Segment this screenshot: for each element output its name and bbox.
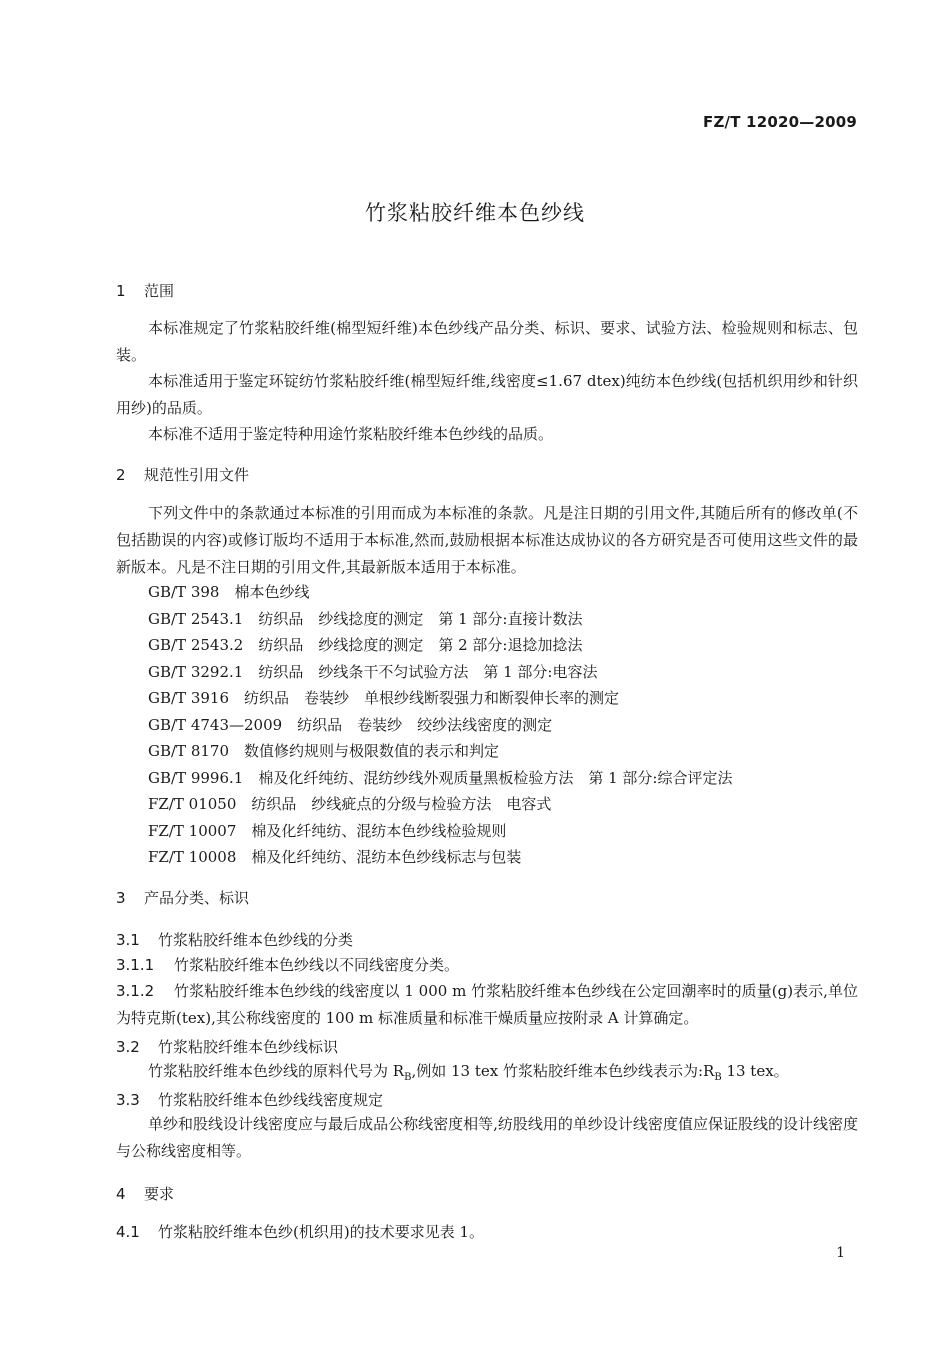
reference-item: GB/T 9996.1 棉及化纤纯纺、混纺纱线外观质量黑板检验方法 第 1 部分:综合评定法 <box>148 769 733 787</box>
section-title: 规范性引用文件 <box>144 466 250 484</box>
section-2-heading <box>116 464 249 485</box>
section-number: 3 <box>116 889 126 907</box>
clause-3-1-2 <box>116 978 858 1032</box>
subscript: B <box>404 1072 412 1083</box>
section-title: 范围 <box>144 282 175 300</box>
clause-number: 3.1.1 <box>116 956 155 974</box>
subsection-3-3-heading <box>116 1089 383 1110</box>
reference-item: GB/T 4743—2009 纺织品 卷装纱 绞纱法线密度的测定 <box>148 716 553 734</box>
reference-item: GB/T 3916 纺织品 卷装纱 单根纱线断裂强力和断裂伸长率的测定 <box>148 689 620 707</box>
section-number: 2 <box>116 466 126 484</box>
subscript: B <box>714 1072 722 1083</box>
text-part: 13 tex。 <box>721 1062 789 1080</box>
section-number: 1 <box>116 282 126 300</box>
page-title: 竹浆粘胶纤维本色纱线 <box>365 201 585 225</box>
section-1-paragraph-2: 本标准适用于鉴定环锭纺竹浆粘胶纤维(棉型短纤维,线密度≤1.67 dtex)纯纺本色纱线(包括机织用纱和针织用纱)的品质。 <box>116 372 858 417</box>
section-2-paragraph-1: 下列文件中的条款通过本标准的引用而成为本标准的条款。凡是注日期的引用文件,其随后所有的修改单(不包括勘误的内容)或修订版均不适用于本标准,然而,鼓励根据本标准达成协议的各方研究是否可使用这些文件的最新版本。凡是不注日期的引用文件,其最新版本适用于本标准。 <box>116 504 858 576</box>
standard-code: FZ/T 12020—2009 <box>703 113 857 131</box>
section-4-heading <box>116 1183 174 1204</box>
clause-number: 4.1 <box>116 1223 140 1241</box>
section-number: 4 <box>116 1185 126 1203</box>
section-1-heading <box>116 280 174 301</box>
reference-item: GB/T 3292.1 纺织品 纱线条干不匀试验方法 第 1 部分:电容法 <box>148 663 598 681</box>
reference-item: GB/T 2543.2 纺织品 纱线捻度的测定 第 2 部分:退捻加捻法 <box>148 636 583 654</box>
clause-text: 竹浆粘胶纤维本色纱线以不同线密度分类。 <box>174 956 460 974</box>
text-part: 竹浆粘胶纤维本色纱线的原料代号为 R <box>148 1062 405 1080</box>
reference-item: FZ/T 10007 棉及化纤纯纺、混纺本色纱线检验规则 <box>148 822 507 840</box>
clause-3-1-1 <box>116 952 858 979</box>
section-1-paragraph-3: 本标准不适用于鉴定特种用途竹浆粘胶纤维本色纱线的品质。 <box>148 425 554 443</box>
reference-item: GB/T 398 棉本色纱线 <box>148 583 310 601</box>
clause-text: 竹浆粘胶纤维本色纱(机织用)的技术要求见表 1。 <box>158 1223 485 1241</box>
subsection-3-2-paragraph <box>116 1058 858 1091</box>
reference-item: GB/T 8170 数值修约规则与极限数值的表示和判定 <box>148 742 500 760</box>
section-1-paragraph-1: 本标准规定了竹浆粘胶纤维(棉型短纤维)本色纱线产品分类、标识、要求、试验方法、检验规则和标志、包装。 <box>116 319 858 364</box>
clause-number: 3.1.2 <box>116 982 155 1000</box>
text-part: ,例如 13 tex 竹浆粘胶纤维本色纱线表示为:R <box>411 1062 715 1080</box>
clause-text: 竹浆粘胶纤维本色纱线的线密度以 1 000 m 竹浆粘胶纤维本色纱线在公定回潮率时的质量(g)表示,单位为特克斯(tex),其公称线密度的 100 m 标准质量和标准干燥质量应按附录 A 计算确定。 <box>116 982 858 1027</box>
subsection-title: 竹浆粘胶纤维本色纱线线密度规定 <box>158 1091 384 1109</box>
section-title: 产品分类、标识 <box>144 889 250 907</box>
subsection-title: 竹浆粘胶纤维本色纱线标识 <box>158 1038 339 1056</box>
subsection-number: 3.2 <box>116 1038 140 1056</box>
subsection-3-1-heading <box>116 929 353 950</box>
reference-item: GB/T 2543.1 纺织品 纱线捻度的测定 第 1 部分:直接计数法 <box>148 610 583 628</box>
subsection-3-3-paragraph: 单纱和股线设计线密度应与最后成品公称线密度相等,纺股线用的单纱设计线密度值应保证股线的设计线密度与公称线密度相等。 <box>116 1115 858 1160</box>
subsection-title: 竹浆粘胶纤维本色纱线的分类 <box>158 931 354 949</box>
reference-item: FZ/T 01050 纺织品 纱线疵点的分级与检验方法 电容式 <box>148 795 552 813</box>
page-number: 1 <box>836 1245 845 1261</box>
clause-4-1 <box>116 1219 858 1246</box>
reference-item: FZ/T 10008 棉及化纤纯纺、混纺本色纱线标志与包装 <box>148 848 522 866</box>
section-3-heading <box>116 887 249 908</box>
subsection-number: 3.1 <box>116 931 140 949</box>
subsection-number: 3.3 <box>116 1091 140 1109</box>
subsection-3-2-heading <box>116 1036 338 1057</box>
section-title: 要求 <box>144 1185 175 1203</box>
